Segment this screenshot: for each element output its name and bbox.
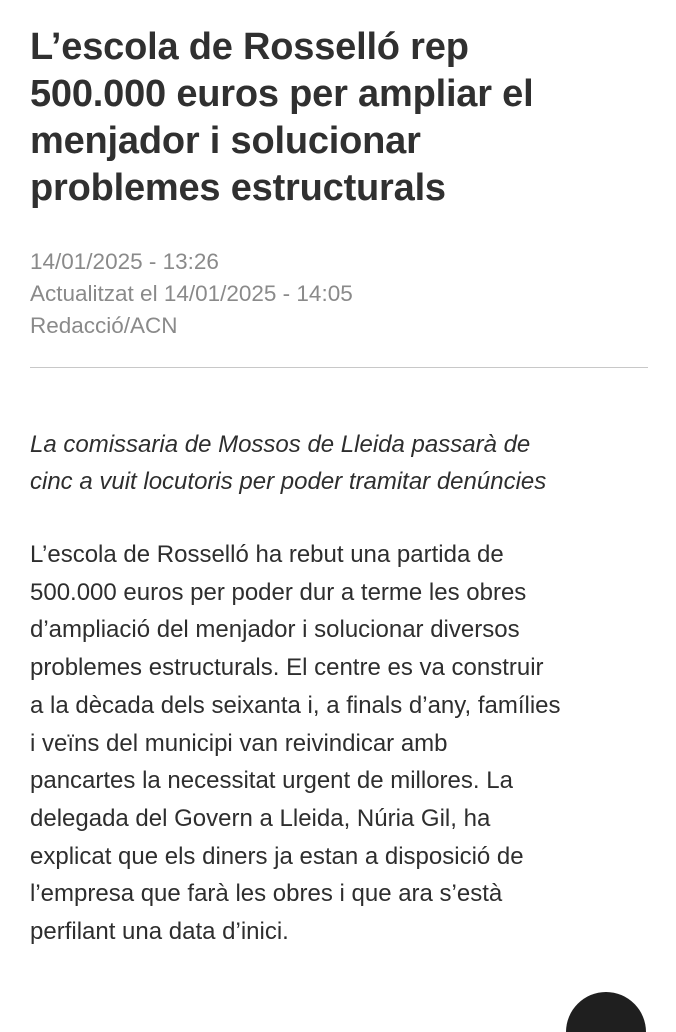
- updated-date: Actualitzat el 14/01/2025 - 14:05: [30, 281, 353, 306]
- title-line: 500.000 euros per ampliar el: [30, 73, 534, 115]
- title-line: problemes estructurals: [30, 167, 446, 209]
- title-line: menjador i solucionar: [30, 120, 421, 162]
- body-line: perfilant una data d’inici.: [30, 918, 289, 946]
- article-body: [30, 536, 650, 951]
- body-line: delegada del Govern a Lleida, Núria Gil, ha: [30, 804, 491, 832]
- article-lead-link[interactable]: [30, 426, 650, 500]
- body-line: d’ampliació del menjador i solucionar diversos: [30, 616, 520, 644]
- body-line: a la dècada dels seixanta i, a finals d’any, famílies: [30, 691, 561, 719]
- body-line: pancartes la necessitat urgent de millores. La: [30, 767, 513, 795]
- article-title: [30, 24, 650, 212]
- body-line: i veïns del municipi van reivindicar amb: [30, 729, 448, 757]
- lead-line: La comissaria de Mossos de Lleida passarà de: [30, 431, 531, 458]
- floating-action-button[interactable]: [566, 992, 646, 1032]
- body-line: l’empresa que farà les obres i que ara s’està: [30, 880, 503, 908]
- title-line: L’escola de Rosselló rep: [30, 26, 469, 68]
- article-meta: [30, 246, 650, 342]
- author-byline[interactable]: Redacció/ACN: [30, 313, 178, 338]
- body-line: explicat que els diners ja estan a disposició de: [30, 842, 524, 870]
- body-line: 500.000 euros per poder dur a terme les obres: [30, 578, 527, 606]
- article: [30, 24, 650, 951]
- published-date: 14/01/2025 - 13:26: [30, 249, 219, 274]
- body-line: L’escola de Rosselló ha rebut una partida de: [30, 541, 504, 568]
- lead-line: cinc a vuit locutoris per poder tramitar denúncies: [30, 468, 547, 495]
- divider: [30, 367, 648, 368]
- body-line: problemes estructurals. El centre es va construir: [30, 654, 544, 682]
